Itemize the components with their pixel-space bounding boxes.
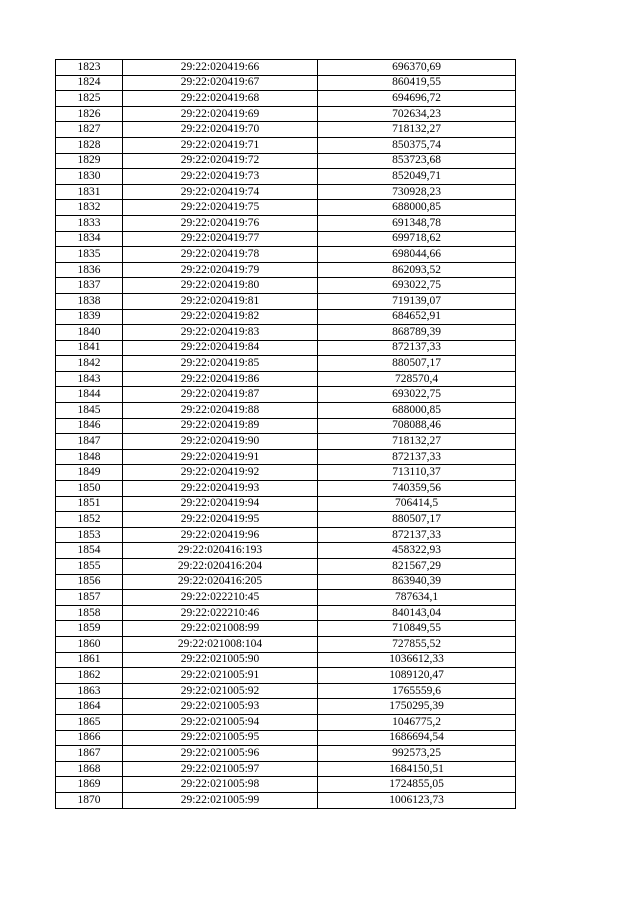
value-cell: 694696,72 xyxy=(318,91,516,107)
row-number-cell: 1867 xyxy=(56,746,123,762)
table-row xyxy=(56,106,516,122)
table-row xyxy=(56,574,516,590)
table-row xyxy=(56,605,516,621)
row-number-cell: 1827 xyxy=(56,122,123,138)
row-number-cell: 1851 xyxy=(56,496,123,512)
value-cell: 718132,27 xyxy=(318,122,516,138)
cadastral-number-cell: 29:22:020419:84 xyxy=(123,340,318,356)
row-number-cell: 1846 xyxy=(56,418,123,434)
table-row xyxy=(56,371,516,387)
value-cell: 787634,1 xyxy=(318,590,516,606)
row-number-cell: 1826 xyxy=(56,106,123,122)
row-number-cell: 1838 xyxy=(56,293,123,309)
table-row xyxy=(56,590,516,606)
table-row xyxy=(56,153,516,169)
data-table xyxy=(55,59,516,809)
table-row xyxy=(56,527,516,543)
cadastral-number-cell: 29:22:021005:95 xyxy=(123,730,318,746)
value-cell: 1686694,54 xyxy=(318,730,516,746)
table-row xyxy=(56,91,516,107)
row-number-cell: 1848 xyxy=(56,449,123,465)
cadastral-number-cell: 29:22:020419:71 xyxy=(123,137,318,153)
cadastral-number-cell: 29:22:021005:99 xyxy=(123,792,318,808)
value-cell: 740359,56 xyxy=(318,481,516,497)
cadastral-number-cell: 29:22:020419:72 xyxy=(123,153,318,169)
table-row xyxy=(56,449,516,465)
cadastral-number-cell: 29:22:021005:96 xyxy=(123,746,318,762)
value-cell: 1765559,6 xyxy=(318,683,516,699)
cadastral-number-cell: 29:22:020419:93 xyxy=(123,481,318,497)
value-cell: 1089120,47 xyxy=(318,668,516,684)
cadastral-number-cell: 29:22:020419:86 xyxy=(123,371,318,387)
table-row xyxy=(56,777,516,793)
value-cell: 840143,04 xyxy=(318,605,516,621)
value-cell: 872137,33 xyxy=(318,449,516,465)
cadastral-number-cell: 29:22:020419:76 xyxy=(123,215,318,231)
row-number-cell: 1862 xyxy=(56,668,123,684)
table-row xyxy=(56,481,516,497)
table-row xyxy=(56,761,516,777)
table-row xyxy=(56,75,516,91)
table-row xyxy=(56,200,516,216)
row-number-cell: 1840 xyxy=(56,325,123,341)
cadastral-number-cell: 29:22:020416:193 xyxy=(123,543,318,559)
row-number-cell: 1834 xyxy=(56,231,123,247)
value-cell: 688000,85 xyxy=(318,200,516,216)
table-row xyxy=(56,278,516,294)
cadastral-number-cell: 29:22:022210:45 xyxy=(123,590,318,606)
value-cell: 868789,39 xyxy=(318,325,516,341)
value-cell: 880507,17 xyxy=(318,356,516,372)
cadastral-number-cell: 29:22:020419:82 xyxy=(123,309,318,325)
row-number-cell: 1845 xyxy=(56,403,123,419)
row-number-cell: 1852 xyxy=(56,512,123,528)
value-cell: 1006123,73 xyxy=(318,792,516,808)
row-number-cell: 1856 xyxy=(56,574,123,590)
table-row xyxy=(56,496,516,512)
table-row xyxy=(56,122,516,138)
cadastral-number-cell: 29:22:020419:89 xyxy=(123,418,318,434)
value-cell: 693022,75 xyxy=(318,387,516,403)
cadastral-number-cell: 29:22:020416:204 xyxy=(123,559,318,575)
row-number-cell: 1870 xyxy=(56,792,123,808)
row-number-cell: 1847 xyxy=(56,434,123,450)
row-number-cell: 1859 xyxy=(56,621,123,637)
cadastral-number-cell: 29:22:020419:69 xyxy=(123,106,318,122)
table-row xyxy=(56,137,516,153)
cadastral-number-cell: 29:22:020419:96 xyxy=(123,527,318,543)
cadastral-number-cell: 29:22:021005:93 xyxy=(123,699,318,715)
table-row xyxy=(56,668,516,684)
cadastral-number-cell: 29:22:022210:46 xyxy=(123,605,318,621)
cadastral-number-cell: 29:22:020419:90 xyxy=(123,434,318,450)
row-number-cell: 1860 xyxy=(56,636,123,652)
table-row xyxy=(56,512,516,528)
row-number-cell: 1824 xyxy=(56,75,123,91)
value-cell: 872137,33 xyxy=(318,340,516,356)
value-cell: 862093,52 xyxy=(318,262,516,278)
row-number-cell: 1857 xyxy=(56,590,123,606)
value-cell: 706414,5 xyxy=(318,496,516,512)
table-row xyxy=(56,184,516,200)
row-number-cell: 1832 xyxy=(56,200,123,216)
cadastral-number-cell: 29:22:021005:98 xyxy=(123,777,318,793)
row-number-cell: 1835 xyxy=(56,247,123,263)
cadastral-number-cell: 29:22:021005:90 xyxy=(123,652,318,668)
value-cell: 702634,23 xyxy=(318,106,516,122)
value-cell: 1036612,33 xyxy=(318,652,516,668)
table-row xyxy=(56,262,516,278)
row-number-cell: 1854 xyxy=(56,543,123,559)
table-row xyxy=(56,792,516,808)
table-row xyxy=(56,636,516,652)
row-number-cell: 1863 xyxy=(56,683,123,699)
cadastral-number-cell: 29:22:020419:85 xyxy=(123,356,318,372)
table-row xyxy=(56,215,516,231)
row-number-cell: 1868 xyxy=(56,761,123,777)
row-number-cell: 1841 xyxy=(56,340,123,356)
value-cell: 684652,91 xyxy=(318,309,516,325)
row-number-cell: 1831 xyxy=(56,184,123,200)
row-number-cell: 1861 xyxy=(56,652,123,668)
table-row xyxy=(56,714,516,730)
table-row xyxy=(56,231,516,247)
table-row xyxy=(56,465,516,481)
table-row xyxy=(56,340,516,356)
value-cell: 691348,78 xyxy=(318,215,516,231)
table-row xyxy=(56,683,516,699)
value-cell: 860419,55 xyxy=(318,75,516,91)
cadastral-number-cell: 29:22:020419:77 xyxy=(123,231,318,247)
cadastral-number-cell: 29:22:020416:205 xyxy=(123,574,318,590)
cadastral-number-cell: 29:22:020419:67 xyxy=(123,75,318,91)
row-number-cell: 1837 xyxy=(56,278,123,294)
value-cell: 1684150,51 xyxy=(318,761,516,777)
value-cell: 852049,71 xyxy=(318,169,516,185)
row-number-cell: 1829 xyxy=(56,153,123,169)
value-cell: 719139,07 xyxy=(318,293,516,309)
row-number-cell: 1853 xyxy=(56,527,123,543)
row-number-cell: 1866 xyxy=(56,730,123,746)
row-number-cell: 1836 xyxy=(56,262,123,278)
cadastral-number-cell: 29:22:020419:83 xyxy=(123,325,318,341)
table-row xyxy=(56,699,516,715)
value-cell: 872137,33 xyxy=(318,527,516,543)
row-number-cell: 1858 xyxy=(56,605,123,621)
row-number-cell: 1855 xyxy=(56,559,123,575)
value-cell: 718132,27 xyxy=(318,434,516,450)
cadastral-number-cell: 29:22:020419:75 xyxy=(123,200,318,216)
cadastral-number-cell: 29:22:021005:92 xyxy=(123,683,318,699)
value-cell: 880507,17 xyxy=(318,512,516,528)
cadastral-number-cell: 29:22:020419:94 xyxy=(123,496,318,512)
value-cell: 708088,46 xyxy=(318,418,516,434)
cadastral-number-cell: 29:22:021005:97 xyxy=(123,761,318,777)
table-row xyxy=(56,325,516,341)
table-row xyxy=(56,60,516,76)
table-row xyxy=(56,434,516,450)
value-cell: 850375,74 xyxy=(318,137,516,153)
row-number-cell: 1828 xyxy=(56,137,123,153)
value-cell: 458322,93 xyxy=(318,543,516,559)
cadastral-number-cell: 29:22:021008:99 xyxy=(123,621,318,637)
cadastral-number-cell: 29:22:020419:80 xyxy=(123,278,318,294)
table-row xyxy=(56,293,516,309)
value-cell: 696370,69 xyxy=(318,60,516,76)
cadastral-number-cell: 29:22:020419:88 xyxy=(123,403,318,419)
value-cell: 853723,68 xyxy=(318,153,516,169)
cadastral-number-cell: 29:22:020419:95 xyxy=(123,512,318,528)
table-row xyxy=(56,652,516,668)
value-cell: 821567,29 xyxy=(318,559,516,575)
row-number-cell: 1842 xyxy=(56,356,123,372)
cadastral-number-cell: 29:22:020419:73 xyxy=(123,169,318,185)
row-number-cell: 1825 xyxy=(56,91,123,107)
value-cell: 992573,25 xyxy=(318,746,516,762)
row-number-cell: 1869 xyxy=(56,777,123,793)
row-number-cell: 1864 xyxy=(56,699,123,715)
table-row xyxy=(56,418,516,434)
cadastral-number-cell: 29:22:020419:92 xyxy=(123,465,318,481)
cadastral-number-cell: 29:22:021005:91 xyxy=(123,668,318,684)
table-row xyxy=(56,387,516,403)
row-number-cell: 1833 xyxy=(56,215,123,231)
table-row xyxy=(56,169,516,185)
table-row xyxy=(56,730,516,746)
table-row xyxy=(56,309,516,325)
value-cell: 1724855,05 xyxy=(318,777,516,793)
value-cell: 688000,85 xyxy=(318,403,516,419)
table-row xyxy=(56,543,516,559)
cadastral-number-cell: 29:22:021008:104 xyxy=(123,636,318,652)
cadastral-number-cell: 29:22:021005:94 xyxy=(123,714,318,730)
value-cell: 1750295,39 xyxy=(318,699,516,715)
value-cell: 730928,23 xyxy=(318,184,516,200)
table-row xyxy=(56,356,516,372)
row-number-cell: 1839 xyxy=(56,309,123,325)
value-cell: 1046775,2 xyxy=(318,714,516,730)
cadastral-number-cell: 29:22:020419:78 xyxy=(123,247,318,263)
cadastral-number-cell: 29:22:020419:70 xyxy=(123,122,318,138)
table-row xyxy=(56,621,516,637)
value-cell: 698044,66 xyxy=(318,247,516,263)
table-row xyxy=(56,559,516,575)
row-number-cell: 1823 xyxy=(56,60,123,76)
row-number-cell: 1865 xyxy=(56,714,123,730)
table-row xyxy=(56,403,516,419)
cadastral-number-cell: 29:22:020419:87 xyxy=(123,387,318,403)
value-cell: 863940,39 xyxy=(318,574,516,590)
row-number-cell: 1850 xyxy=(56,481,123,497)
table-body xyxy=(56,60,516,809)
row-number-cell: 1844 xyxy=(56,387,123,403)
cadastral-number-cell: 29:22:020419:74 xyxy=(123,184,318,200)
table-row xyxy=(56,746,516,762)
value-cell: 693022,75 xyxy=(318,278,516,294)
row-number-cell: 1843 xyxy=(56,371,123,387)
value-cell: 727855,52 xyxy=(318,636,516,652)
cadastral-number-cell: 29:22:020419:66 xyxy=(123,60,318,76)
table-row xyxy=(56,247,516,263)
cadastral-number-cell: 29:22:020419:79 xyxy=(123,262,318,278)
value-cell: 728570,4 xyxy=(318,371,516,387)
value-cell: 699718,62 xyxy=(318,231,516,247)
row-number-cell: 1849 xyxy=(56,465,123,481)
row-number-cell: 1830 xyxy=(56,169,123,185)
value-cell: 713110,37 xyxy=(318,465,516,481)
cadastral-number-cell: 29:22:020419:68 xyxy=(123,91,318,107)
value-cell: 710849,55 xyxy=(318,621,516,637)
cadastral-number-cell: 29:22:020419:81 xyxy=(123,293,318,309)
cadastral-number-cell: 29:22:020419:91 xyxy=(123,449,318,465)
